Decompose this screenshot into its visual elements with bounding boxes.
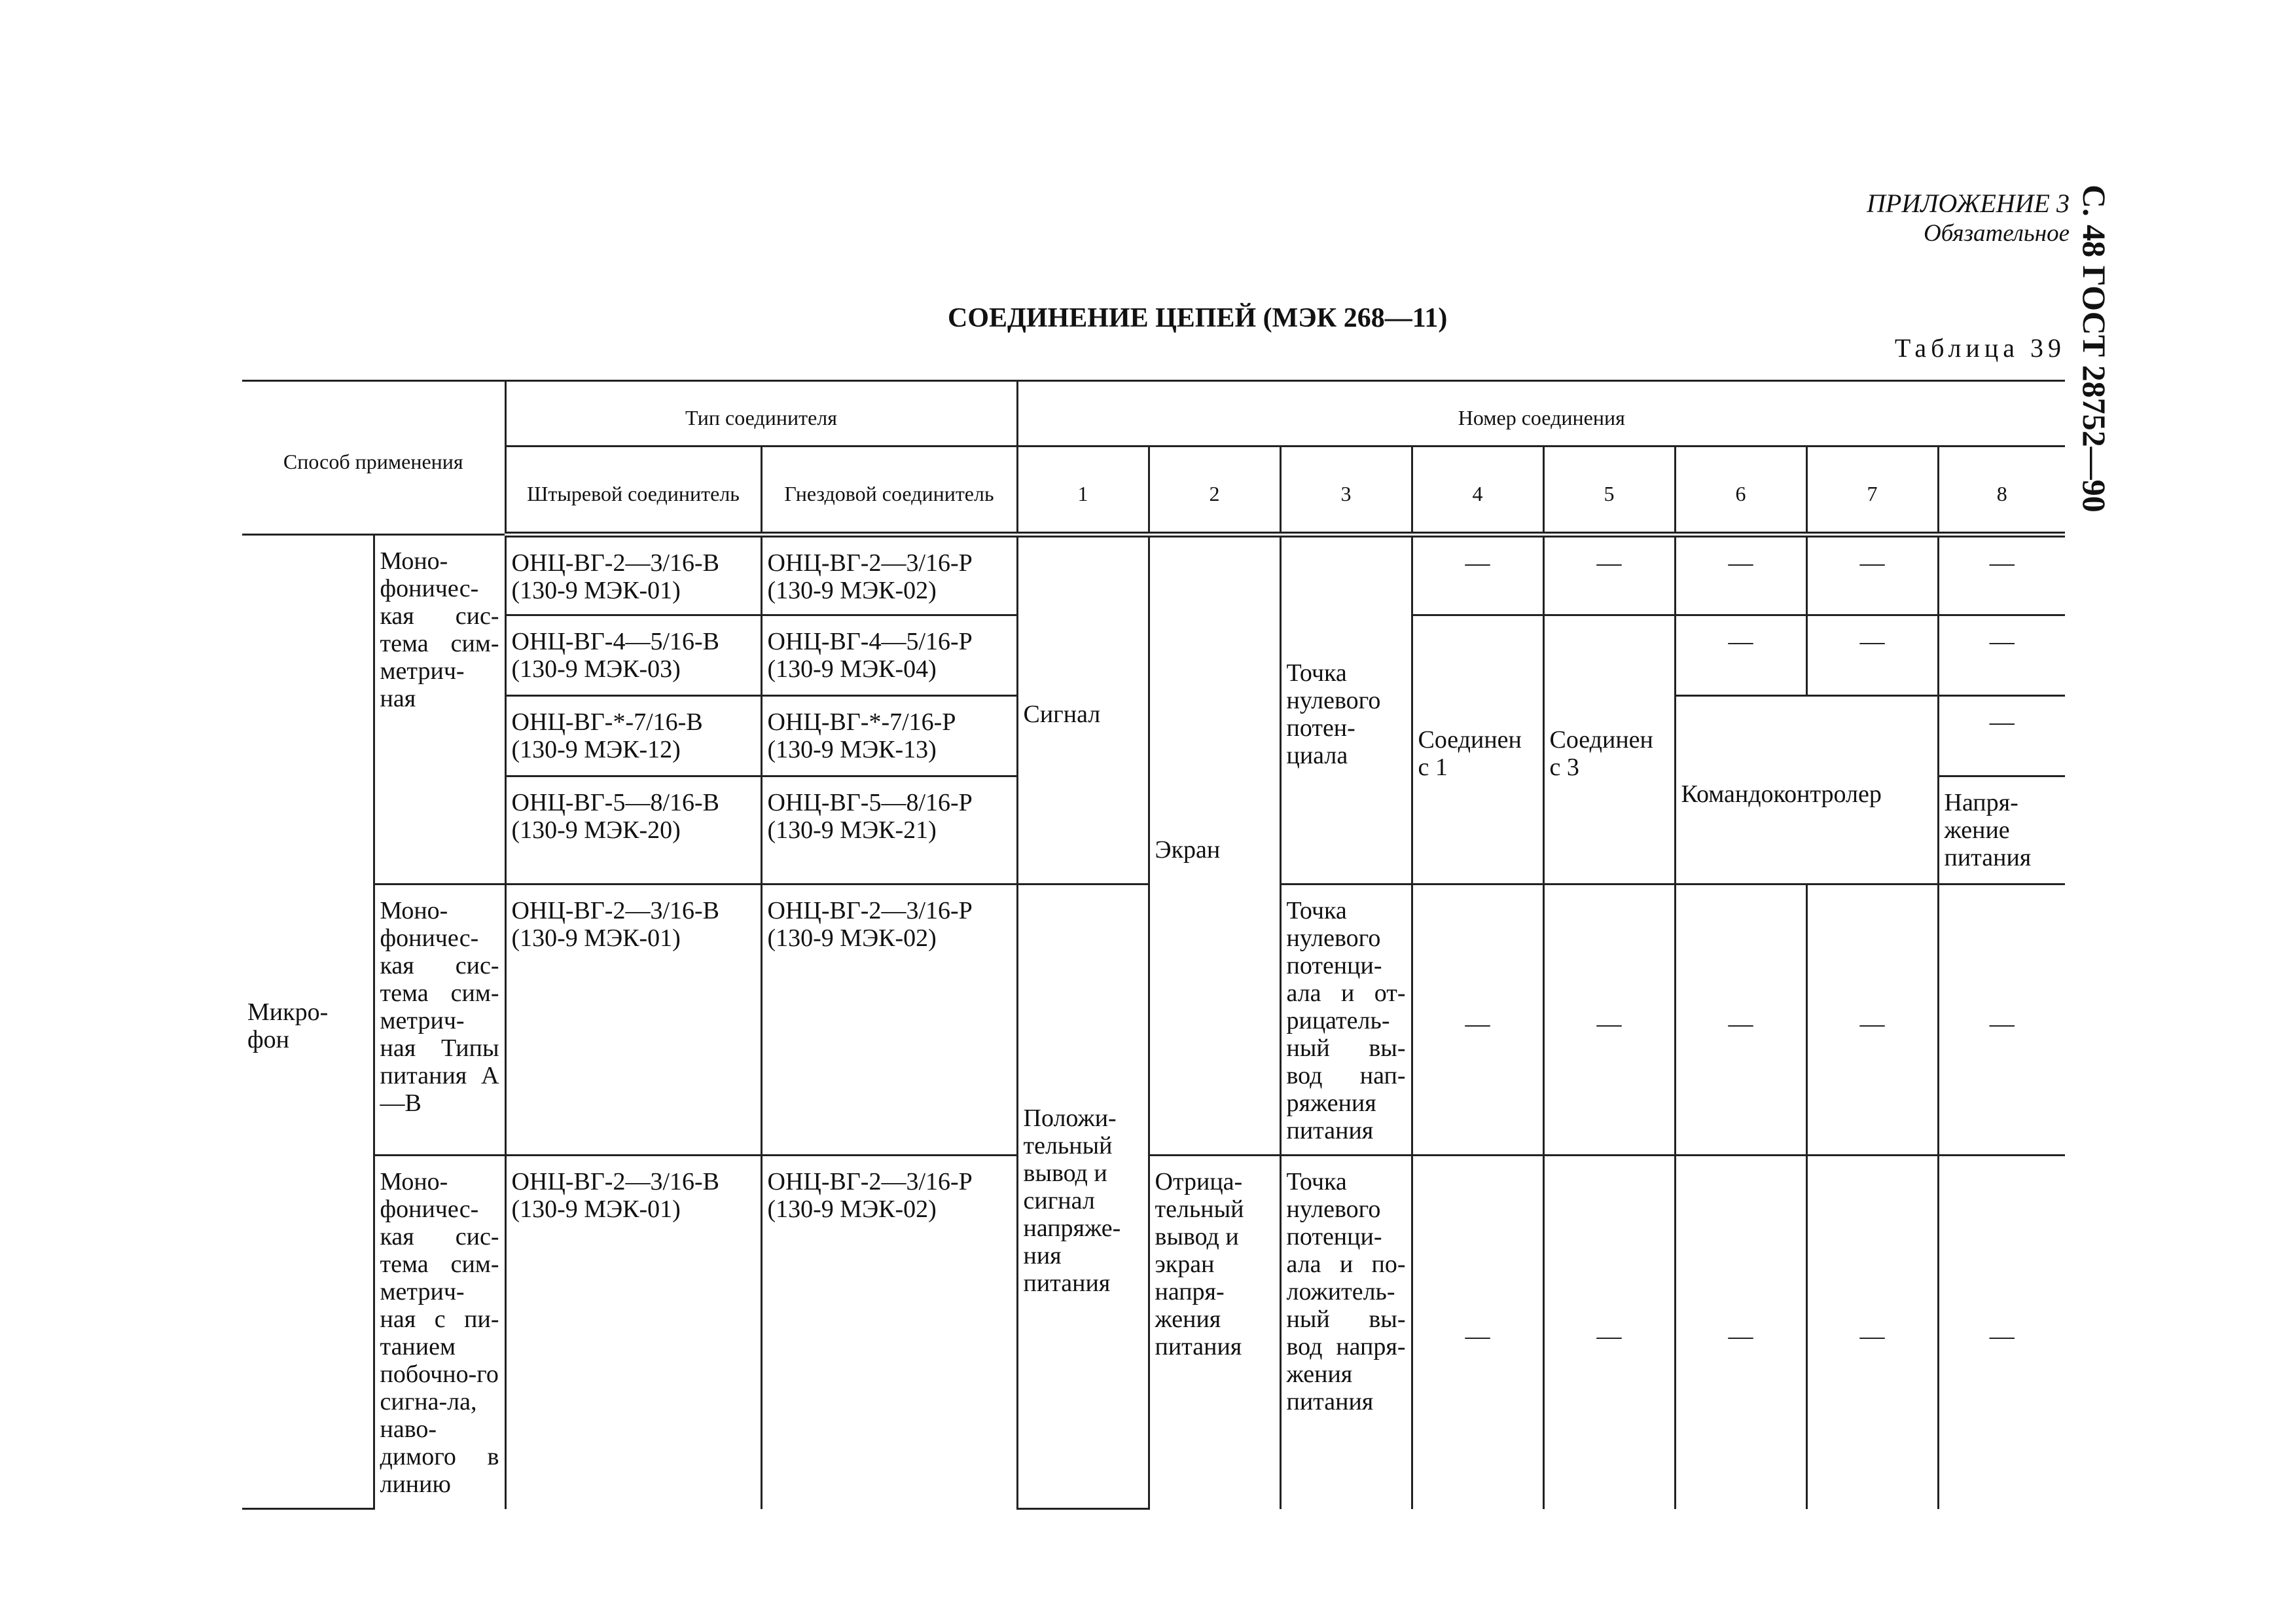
s2-n8: —	[1938, 884, 2065, 1156]
header-method: Способ применения	[242, 381, 505, 535]
s3-n6: —	[1675, 1156, 1806, 1509]
s1-n67: Командоконтролер	[1675, 696, 1938, 884]
side-header-text: С. 48 ГОСТ 28752—90	[2076, 185, 2113, 513]
system-2: Моно-фоничес-кая сис-тема сим-метрич-ная Типы питания А—В	[374, 884, 505, 1156]
s3-n3: Точка нулевого потенци-ала и по-ложитель-ный вы-вод напря-жения питания	[1280, 1156, 1412, 1509]
s2-n7: —	[1806, 884, 1938, 1156]
header-num-8: 8	[1938, 447, 2065, 535]
s3-n2: Отрица-тельный вывод и экран напря-жения питания	[1149, 1156, 1280, 1509]
s1a-n5: —	[1543, 535, 1675, 615]
system-3: Моно-фоничес-кая сис-тема сим-метрич-ная с пи-танием побочно-го сигна-ла, наво-димого в линию	[374, 1156, 505, 1509]
s1b-n7: —	[1806, 615, 1938, 696]
socket-1d: ОНЦ-ВГ-5—8/16-Р (130-9 МЭК-21)	[761, 776, 1017, 884]
annex-block	[1867, 189, 2070, 249]
socket-1a: ОНЦ-ВГ-2—3/16-Р (130-9 МЭК-02)	[761, 535, 1017, 615]
side-page-header	[2076, 185, 2134, 513]
s1-n4: Соединен с 1	[1412, 615, 1543, 884]
pin-2: ОНЦ-ВГ-2—3/16-В (130-9 МЭК-01)	[505, 884, 761, 1156]
table-number: Таблица 39	[1894, 333, 2066, 363]
pin-1c: ОНЦ-ВГ-*-7/16-В (130-9 МЭК-12)	[505, 696, 761, 776]
s3-n4: —	[1412, 1156, 1543, 1509]
s1a-n7: —	[1806, 535, 1938, 615]
connections-table	[242, 380, 2065, 1510]
s3-n5: —	[1543, 1156, 1675, 1509]
s2-n5: —	[1543, 884, 1675, 1156]
header-num-6: 6	[1675, 447, 1806, 535]
n1-shared: Положи-тельный вывод и сигнал напряже-ния питания	[1017, 884, 1149, 1509]
document-title: СОЕДИНЕНИЕ ЦЕПЕЙ (МЭК 268—11)	[948, 303, 1448, 333]
s2-n6: —	[1675, 884, 1806, 1156]
s1b-n8: —	[1938, 615, 2065, 696]
header-connector-type: Тип соединителя	[505, 381, 1017, 447]
s1b-n6: —	[1675, 615, 1806, 696]
header-num-1: 1	[1017, 447, 1149, 535]
pin-3: ОНЦ-ВГ-2—3/16-В (130-9 МЭК-01)	[505, 1156, 761, 1509]
s2-n4: —	[1412, 884, 1543, 1156]
s3-n8: —	[1938, 1156, 2065, 1509]
s1-n3: Точка нулевого потен-циала	[1280, 535, 1412, 884]
s3-n7: —	[1806, 1156, 1938, 1509]
n2-screen: Экран	[1149, 535, 1280, 1156]
socket-2: ОНЦ-ВГ-2—3/16-Р (130-9 МЭК-02)	[761, 884, 1017, 1156]
s1a-n4: —	[1412, 535, 1543, 615]
s1-n8: Напря-жение питания	[1938, 776, 2065, 884]
socket-1b: ОНЦ-ВГ-4—5/16-Р (130-9 МЭК-04)	[761, 615, 1017, 696]
s1-n1: Сигнал	[1017, 535, 1149, 884]
s1a-n8: —	[1938, 535, 2065, 615]
header-pin: Штыревой соединитель	[505, 447, 761, 535]
header-num-7: 7	[1806, 447, 1938, 535]
pin-1b: ОНЦ-ВГ-4—5/16-В (130-9 МЭК-03)	[505, 615, 761, 696]
annex-label: ПРИЛОЖЕНИЕ 3	[1867, 189, 2070, 218]
annex-status: Обязательное	[1923, 220, 2070, 247]
group-label: Микро-фон	[242, 535, 374, 1509]
header-num-3: 3	[1280, 447, 1412, 535]
header-num-5: 5	[1543, 447, 1675, 535]
header-connection-number: Номер соединения	[1017, 381, 2065, 447]
socket-1c: ОНЦ-ВГ-*-7/16-Р (130-9 МЭК-13)	[761, 696, 1017, 776]
header-num-2: 2	[1149, 447, 1280, 535]
header-socket: Гнездовой соединитель	[761, 447, 1017, 535]
s1c-n8: —	[1938, 696, 2065, 776]
s2-n3: Точка нулевого потенци-ала и от-рицатель-ный вы-вод нап-ряжения питания	[1280, 884, 1412, 1156]
pin-1d: ОНЦ-ВГ-5—8/16-В (130-9 МЭК-20)	[505, 776, 761, 884]
system-1: Моно-фоничес-кая сис-тема сим-метрич-ная	[374, 535, 505, 884]
header-num-4: 4	[1412, 447, 1543, 535]
socket-3: ОНЦ-ВГ-2—3/16-Р (130-9 МЭК-02)	[761, 1156, 1017, 1509]
pin-1a: ОНЦ-ВГ-2—3/16-В (130-9 МЭК-01)	[505, 535, 761, 615]
s1-n5: Соединен с 3	[1543, 615, 1675, 884]
s1a-n6: —	[1675, 535, 1806, 615]
